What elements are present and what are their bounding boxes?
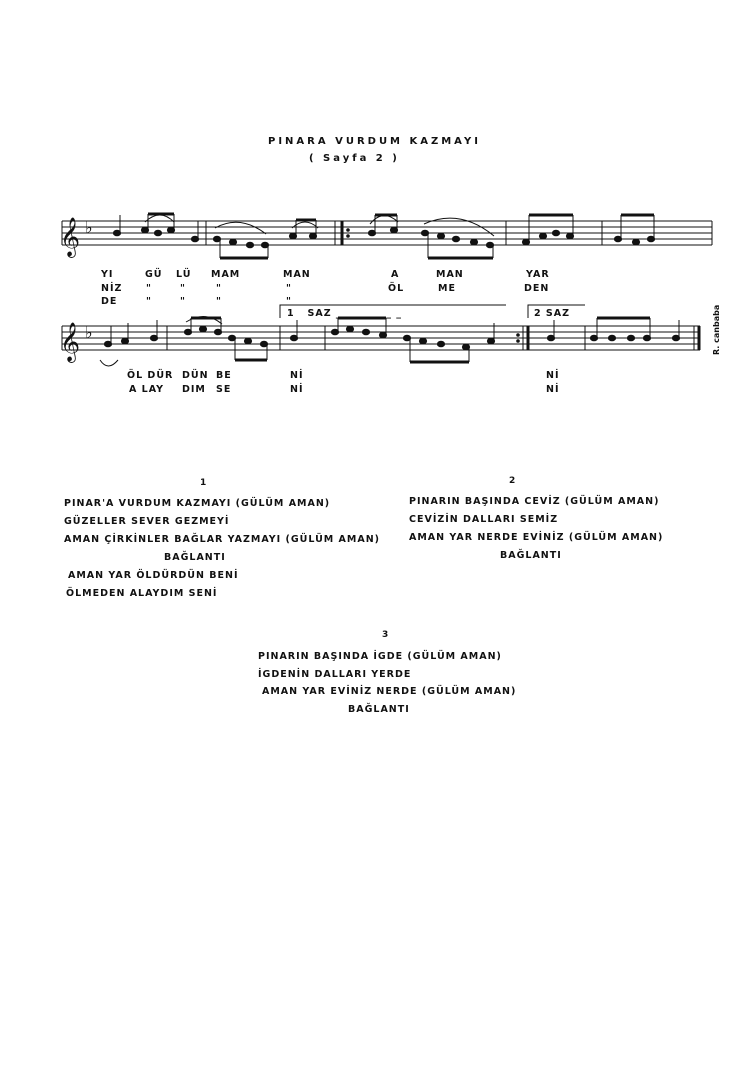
lyric-syllable: MAN xyxy=(436,269,464,280)
verse-line: GÜZELLER SEVER GEZMEYİ xyxy=(64,516,230,527)
slurs xyxy=(100,215,494,366)
lyric-syllable: ÖL DÜR xyxy=(127,370,174,381)
refrain-label: BAĞLANTI xyxy=(500,550,562,561)
lyric-syllable: DÜN xyxy=(182,370,209,381)
svg-text:♭: ♭ xyxy=(85,323,93,342)
music-score xyxy=(0,0,750,420)
lyric-syllable: MAM xyxy=(211,269,241,280)
verse-line: İGDENİN DALLARI YERDE xyxy=(258,669,412,680)
lyric-syllable: GÜ xyxy=(145,269,163,280)
verse-line: AMAN YAR EVİNİZ NERDE (GÜLÜM AMAN) xyxy=(262,686,517,697)
lyric-syllable: Nİ xyxy=(290,370,304,381)
page-subtitle: ( Sayfa 2 ) xyxy=(309,153,400,164)
lyric-syllable: DEN xyxy=(524,283,550,294)
verse-line: PINAR'A VURDUM KAZMAYI (GÜLÜM AMAN) xyxy=(64,498,331,509)
song-title: PINARA VURDUM KAZMAYI xyxy=(268,136,481,147)
lyric-syllable: BE xyxy=(216,370,232,381)
verse-line: AMAN YAR NERDE EVİNİZ (GÜLÜM AMAN) xyxy=(409,532,664,543)
refrain-label: BAĞLANTI xyxy=(164,552,226,563)
lyric-syllable: YAR xyxy=(526,269,550,280)
verse-line: AMAN ÇİRKİNLER BAĞLAR YAZMAYI (GÜLÜM AMAN) xyxy=(64,534,380,545)
lyric-syllable: LÜ xyxy=(176,269,192,280)
arranger-signature: R. canbaba xyxy=(712,304,721,355)
verse-number: 3 xyxy=(382,630,391,640)
lyric-syllable: " xyxy=(146,283,152,294)
lyric-syllable: " xyxy=(146,296,152,307)
verse-number: 2 xyxy=(509,476,518,486)
verse-line: PINARIN BAŞINDA İGDE (GÜLÜM AMAN) xyxy=(258,651,502,662)
lyric-syllable: Nİ xyxy=(546,384,560,395)
lyric-syllable: " xyxy=(286,296,292,307)
ending-1-label: 1 SAZ _ _ _ _ _ _ _ xyxy=(287,308,403,319)
lyric-syllable: Nİ xyxy=(290,384,304,395)
lyric-syllable: " xyxy=(216,283,222,294)
refrain-line: ÖLMEDEN ALAYDIM SENİ xyxy=(66,588,218,599)
lyric-syllable: ME xyxy=(438,283,456,294)
lyric-syllable: " xyxy=(216,296,222,307)
lyric-syllable: A LAY xyxy=(129,384,165,395)
lyric-syllable: " xyxy=(180,283,186,294)
refrain-line: AMAN YAR ÖLDÜRDÜN BENİ xyxy=(68,570,239,581)
lyric-syllable: ÖL xyxy=(388,283,405,294)
lyric-syllable: DE xyxy=(101,296,118,307)
lyric-syllable: Nİ xyxy=(546,370,560,381)
verse-line: PINARIN BAŞINDA CEVİZ (GÜLÜM AMAN) xyxy=(409,496,660,507)
ending-2-label: 2 SAZ xyxy=(534,308,571,319)
lyric-syllable: " xyxy=(180,296,186,307)
lyric-syllable: YI xyxy=(101,269,114,280)
svg-text:𝄞: 𝄞 xyxy=(60,217,81,257)
lyric-syllable: A xyxy=(391,269,400,280)
svg-text:♭: ♭ xyxy=(85,218,93,237)
verse-number: 1 xyxy=(200,478,209,488)
lyric-syllable: " xyxy=(286,283,292,294)
lyric-syllable: MAN xyxy=(283,269,311,280)
lyric-syllable: SE xyxy=(216,384,232,395)
lyric-syllable: DIM xyxy=(182,384,206,395)
refrain-label: BAĞLANTI xyxy=(348,704,410,715)
svg-text:𝄞: 𝄞 xyxy=(60,322,81,362)
verse-line: CEVİZİN DALLARI SEMİZ xyxy=(409,514,559,525)
lyric-syllable: NİZ xyxy=(101,283,123,294)
